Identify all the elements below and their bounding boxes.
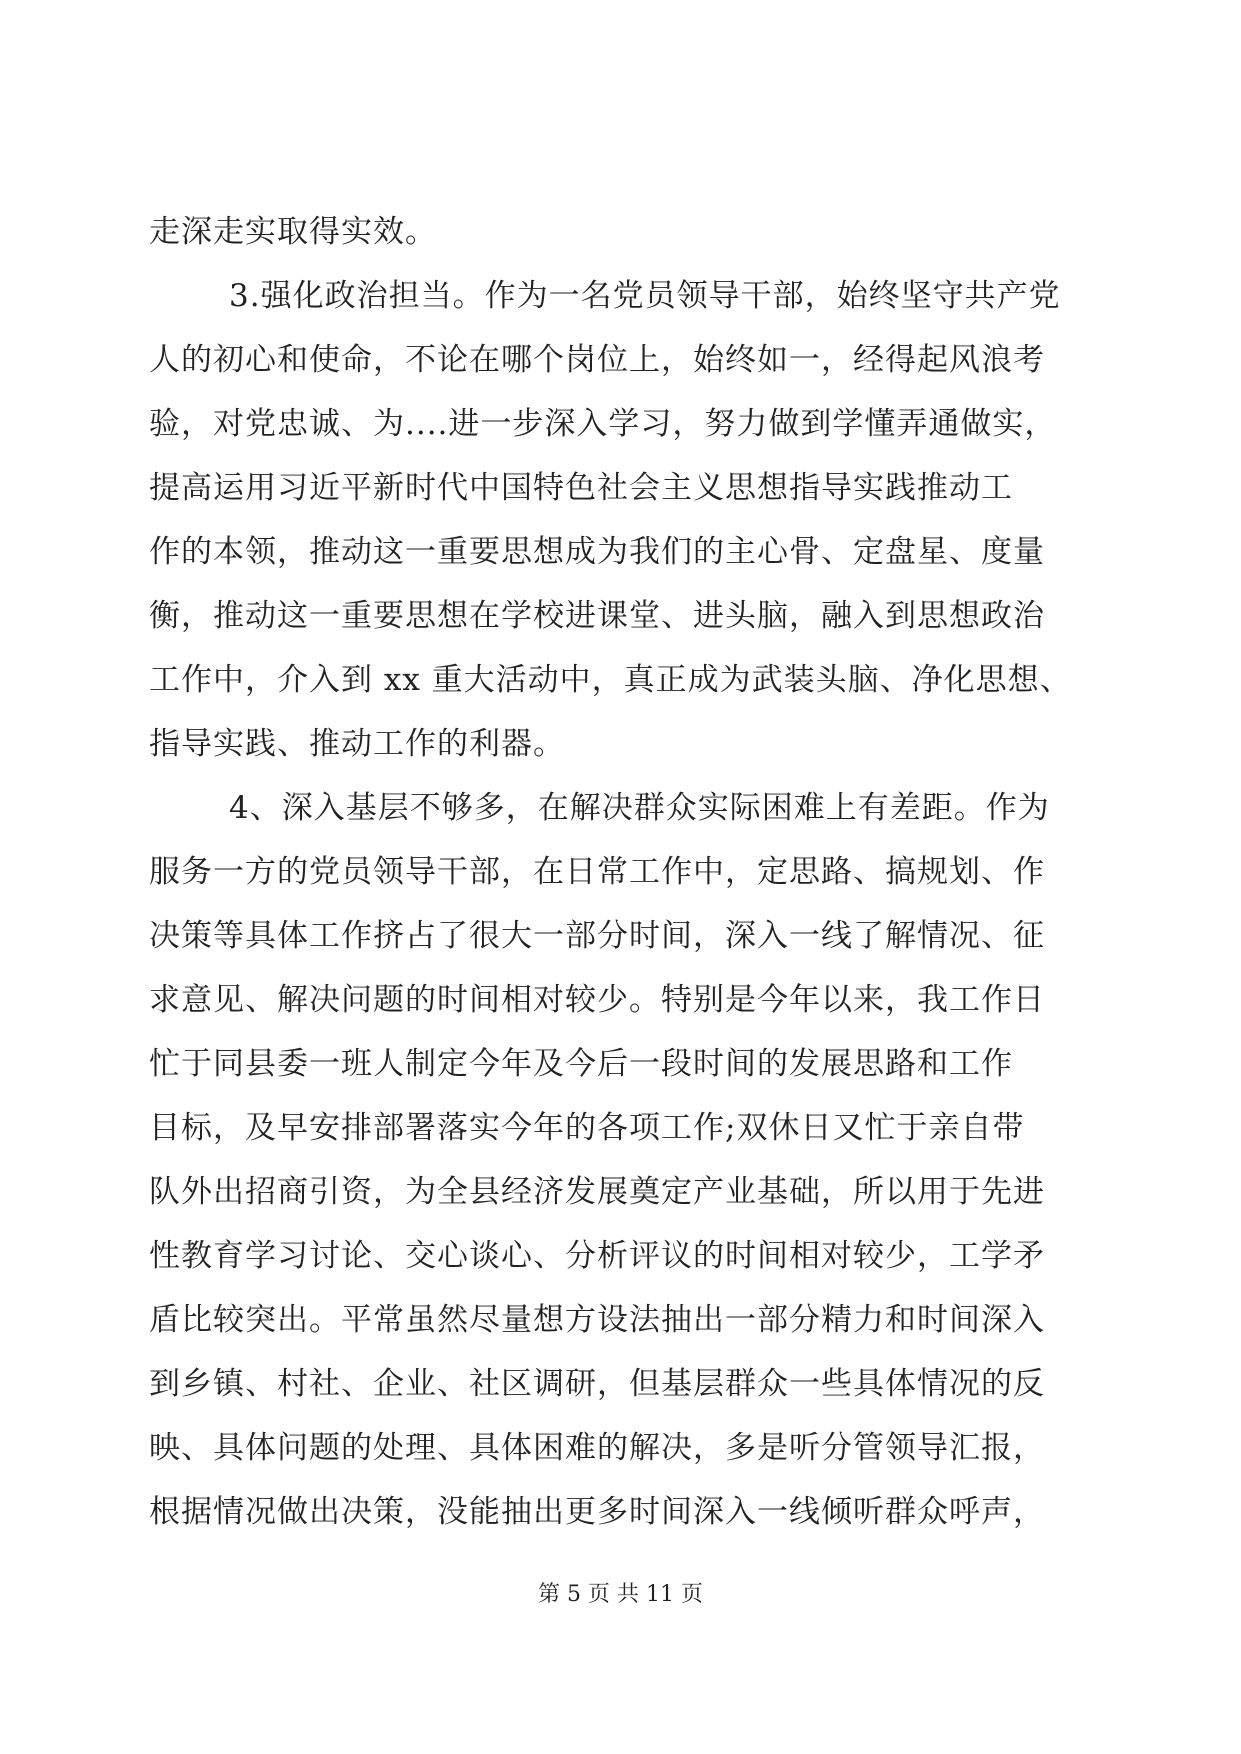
text-line: 人的初心和使命，不论在哪个岗位上，始终如一，经得起风浪考 bbox=[149, 342, 1045, 378]
text-line: 工作中，介入到 xx 重大活动中，真正成为武装头脑、净化思想、 bbox=[149, 662, 1072, 698]
paragraph-start-line: 3.强化政治担当。作为一名党员领导干部，始终坚守共产党 bbox=[229, 278, 1061, 314]
text-line: 队外出招商引资，为全县经济发展奠定产业基础，所以用于先进 bbox=[149, 1174, 1045, 1210]
document-body bbox=[149, 200, 1089, 1544]
text-line: 盾比较突出。平常虽然尽量想方设法抽出一部分精力和时间深入 bbox=[149, 1302, 1045, 1338]
text-line: 衡，推动这一重要思想在学校进课堂、进头脑，融入到思想政治 bbox=[149, 598, 1045, 634]
text-line: 目标，及早安排部署落实今年的各项工作;双休日又忙于亲自带 bbox=[149, 1110, 1025, 1146]
text-line: 提高运用习近平新时代中国特色社会主义思想指导实践推动工 bbox=[149, 470, 1013, 506]
text-line: 作的本领，推动这一重要思想成为我们的主心骨、定盘星、度量 bbox=[149, 534, 1045, 570]
page-number-footer: 第 5 页 共 11 页 bbox=[538, 1582, 703, 1607]
text-line: 求意见、解决问题的时间相对较少。特别是今年以来，我工作日 bbox=[149, 982, 1045, 1018]
text-line: 根据情况做出决策，没能抽出更多时间深入一线倾听群众呼声， bbox=[149, 1494, 1045, 1530]
text-line: 到乡镇、村社、企业、社区调研，但基层群众一些具体情况的反 bbox=[149, 1366, 1045, 1402]
text-line: 走深走实取得实效。 bbox=[149, 214, 437, 250]
text-line: 忙于同县委一班人制定今年及今后一段时间的发展思路和工作 bbox=[149, 1046, 1013, 1082]
paragraph-start-line: 4、深入基层不够多，在解决群众实际困难上有差距。作为 bbox=[229, 790, 1050, 826]
text-line: 指导实践、推动工作的利器。 bbox=[149, 726, 565, 762]
text-line: 性教育学习讨论、交心谈心、分析评议的时间相对较少，工学矛 bbox=[149, 1238, 1045, 1274]
text-line: 决策等具体工作挤占了很大一部分时间，深入一线了解情况、征 bbox=[149, 918, 1045, 954]
text-line: 映、具体问题的处理、具体困难的解决，多是听分管领导汇报， bbox=[149, 1430, 1045, 1466]
text-line: 验，对党忠诚、为....进一步深入学习，努力做到学懂弄通做实， bbox=[149, 406, 1057, 442]
text-line: 服务一方的党员领导干部，在日常工作中，定思路、搞规划、作 bbox=[149, 854, 1045, 890]
